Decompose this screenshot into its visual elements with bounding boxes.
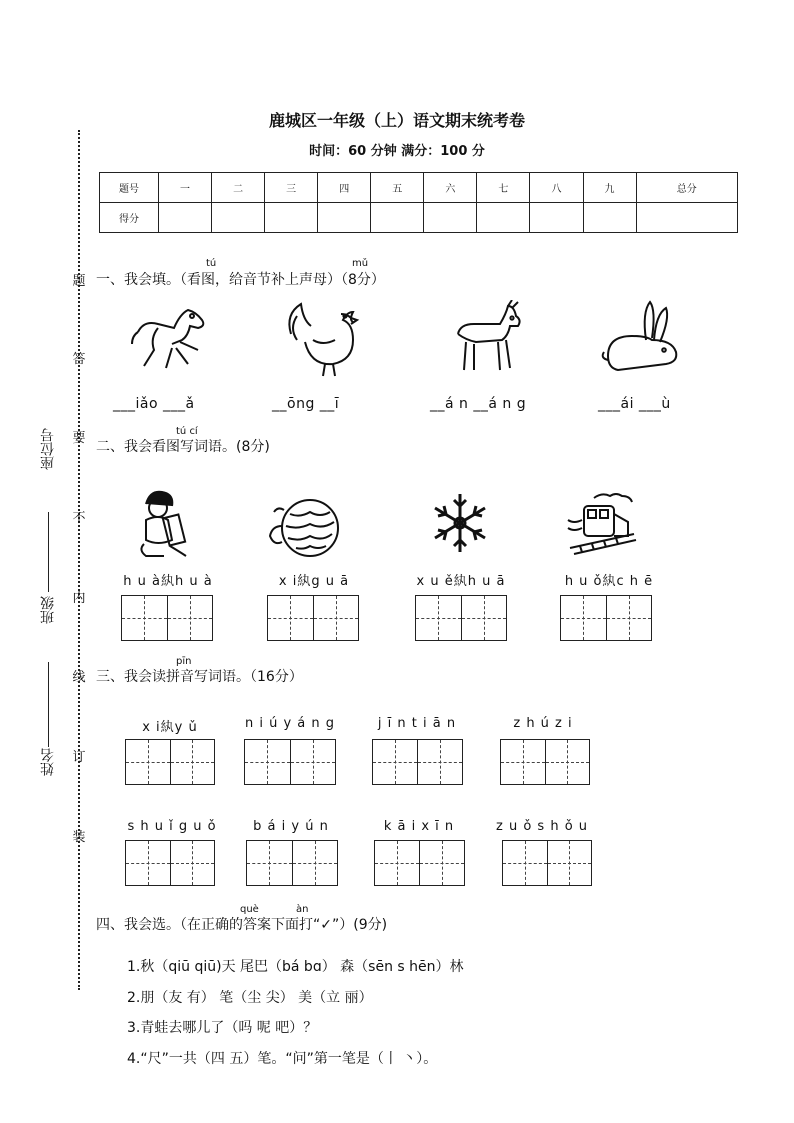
binding-char: 答 [72,352,86,367]
score-entry-cell[interactable] [265,203,318,233]
score-table-cell: 题号 [100,173,159,203]
class-label: 班级 [40,596,56,624]
ruby-annotation: què [240,904,259,915]
writing-grid[interactable] [374,840,465,886]
score-entry-cell[interactable] [583,203,636,233]
class-write-line [48,512,49,592]
section3-heading: 三、我会读拼音写词语。（16分） [96,669,303,685]
writing-grid[interactable] [560,595,652,641]
rabbit-icon [600,300,682,376]
ruby-annotation: mǔ [352,258,369,269]
score-table-header-row [100,173,738,203]
pinyin-label: k ā i x ī n [383,819,455,834]
choice-question-3[interactable]: 3.青蛙去哪儿了（吗 呢 吧）？ [127,1020,318,1036]
pinyin-label: x i紈y ǔ [142,720,198,735]
section2-heading: 二、我会看图写词语。(8分) [96,439,270,455]
score-entry-cell[interactable] [159,203,212,233]
writing-grid[interactable] [415,595,507,641]
writing-grid[interactable] [125,739,215,785]
writing-grid[interactable] [267,595,359,641]
score-table-cell: 九 [583,173,636,203]
exam-title: 鹿城区一年级（上）语文期末统考卷 [268,111,525,130]
goat-icon [452,300,524,376]
writing-grid[interactable] [500,739,590,785]
ruby-annotation: tú cí [176,426,198,437]
score-table-cell: 六 [424,173,477,203]
binding-char: 不 [72,511,86,526]
pinyin-label: x u ě紈h u ā [416,574,506,589]
pinyin-label: b á i y ú n [253,819,329,834]
fill-blank-rooster[interactable]: __ōng __ī [272,396,340,412]
binding-char: 线 [72,670,86,685]
binding-char: 内 [72,591,86,606]
seat-number-label: 座位号 [40,428,56,470]
fill-blank-horse[interactable]: ___iǎo ___ǎ [113,396,195,412]
binding-char: 要 [72,431,86,446]
pinyin-label: n i ú y á n g [244,716,336,731]
fill-blank-rabbit[interactable]: ___ái ___ù [598,396,671,412]
name-label: 姓名 [40,748,56,776]
choice-question-2[interactable]: 2.朋（友 有） 笔（尘 尖） 美（立 丽） [127,990,373,1006]
writing-grid[interactable] [502,840,592,886]
snowflake-icon [428,490,492,556]
score-entry-cell[interactable] [424,203,477,233]
writing-grid[interactable] [125,840,215,886]
pinyin-label: z h ú z i [513,716,573,731]
pinyin-label: z u ǒ s h ǒ u [496,819,589,834]
train-icon [566,490,638,556]
score-table-cell: 八 [530,173,583,203]
score-entry-cell[interactable] [371,203,424,233]
score-table-cell: 一 [159,173,212,203]
score-entry-cell[interactable] [477,203,530,233]
boy-drawing-icon [136,490,192,560]
pinyin-label: x i紈g u ā [278,574,350,589]
binding-char: 装 [72,830,86,845]
binding-dotted-line [78,130,80,990]
score-entry-cell[interactable] [636,203,737,233]
binding-char: 题 [72,274,86,289]
pinyin-label: s h u ǐ g u ǒ [127,819,217,834]
score-table-cell: 二 [212,173,265,203]
exam-subtitle: 时间：60 分钟 满分：100 分 [309,144,485,159]
pinyin-label: j ī n t i ā n [377,716,457,731]
score-table-cell: 四 [318,173,371,203]
pinyin-label: h u ǒ紈c h ē [564,574,654,589]
score-table-cell: 五 [371,173,424,203]
score-table-cell: 总分 [636,173,737,203]
choice-question-1[interactable]: 1.秋（qiū qiū)天 尾巴（bá bɑ） 森（sēn s hēn）林 [127,959,464,975]
ruby-annotation: tú [206,258,217,269]
section1-heading: 一、我会填。（看图，给音节补上声母）（8分） [96,272,385,288]
score-table-cell: 七 [477,173,530,203]
choice-question-4[interactable]: 4.“尺”一共（四 五）笔。“问”第一笔是（丨 丶）。 [127,1051,438,1067]
name-write-line [48,662,49,747]
writing-grid[interactable] [244,739,336,785]
horse-icon [128,302,212,378]
score-entry-cell[interactable] [212,203,265,233]
fill-blank-goat[interactable]: __á n __á n g [430,396,527,412]
watermelon-icon [268,490,344,560]
score-table [99,172,738,233]
ruby-annotation: pīn [176,656,192,667]
section4-heading: 四、我会选。（在正确的答案下面打“✓”）(9分) [96,917,388,933]
score-entry-cell[interactable] [318,203,371,233]
score-table-cell: 得分 [100,203,159,233]
writing-grid[interactable] [372,739,463,785]
pinyin-label: h u à紈h u à [123,574,213,589]
binding-char: 订 [72,750,86,765]
writing-grid[interactable] [246,840,338,886]
score-table-cell: 三 [265,173,318,203]
writing-grid[interactable] [121,595,213,641]
score-table-score-row [100,203,738,233]
score-entry-cell[interactable] [530,203,583,233]
ruby-annotation: àn [296,904,309,915]
rooster-icon [283,300,365,378]
